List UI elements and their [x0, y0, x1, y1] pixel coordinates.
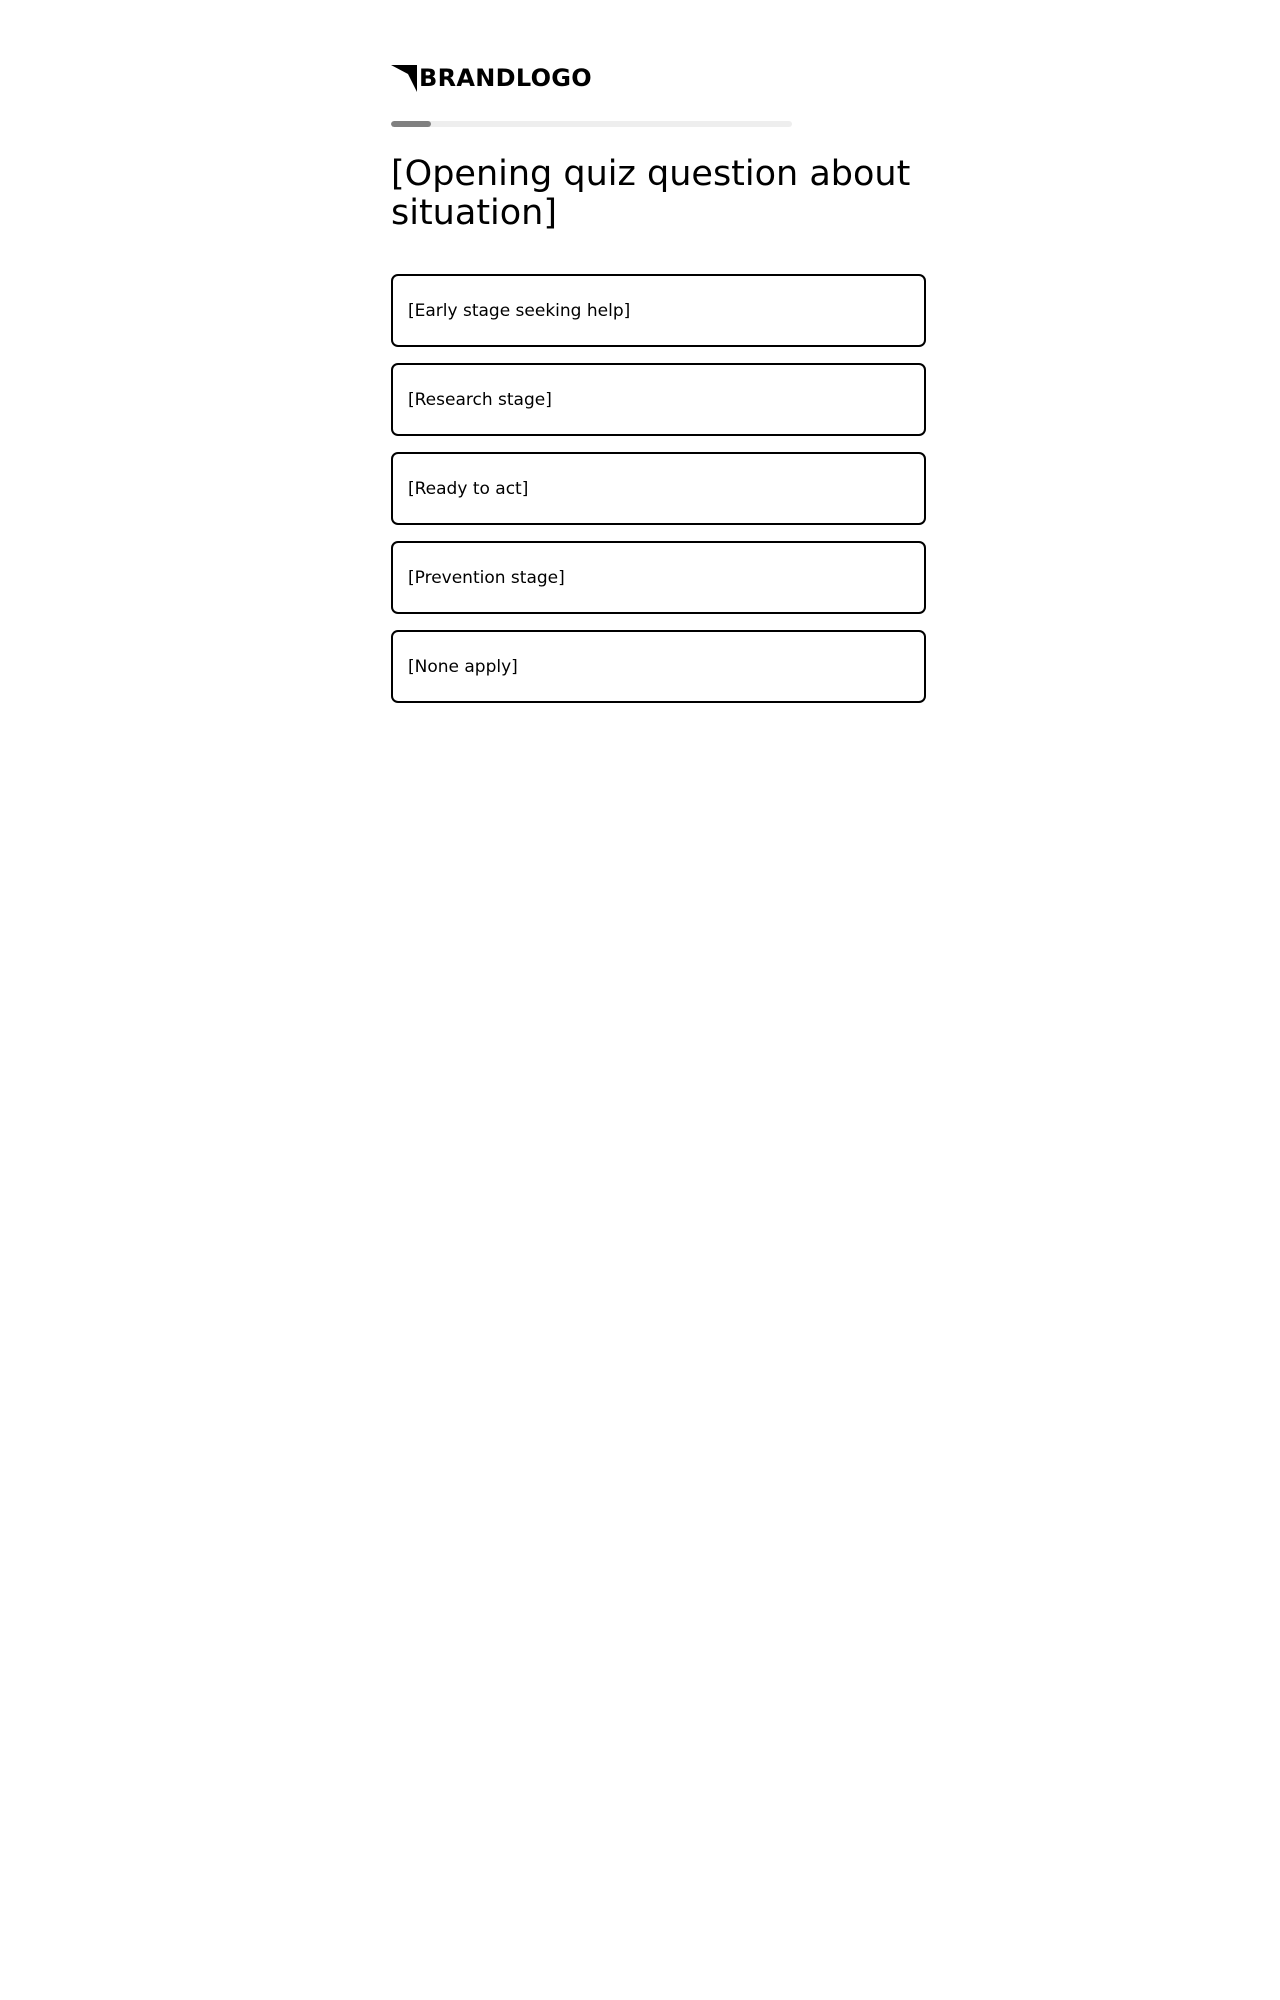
brand-mark-icon: [391, 65, 417, 92]
answer-option-research-stage[interactable]: [Research stage]: [391, 363, 926, 436]
answer-option-ready-to-act[interactable]: [Ready to act]: [391, 452, 926, 525]
answer-option-none-apply[interactable]: [None apply]: [391, 630, 926, 703]
brand-logo-text: BRANDLOGO: [419, 64, 592, 92]
brand-logo: [391, 64, 592, 92]
answer-options: [391, 274, 926, 719]
answer-option-early-stage[interactable]: [Early stage seeking help]: [391, 274, 926, 347]
progress-bar: [391, 121, 792, 127]
progress-bar-fill: [391, 121, 431, 127]
quiz-question: [Opening quiz question about situation]: [391, 154, 911, 233]
answer-option-prevention-stage[interactable]: [Prevention stage]: [391, 541, 926, 614]
